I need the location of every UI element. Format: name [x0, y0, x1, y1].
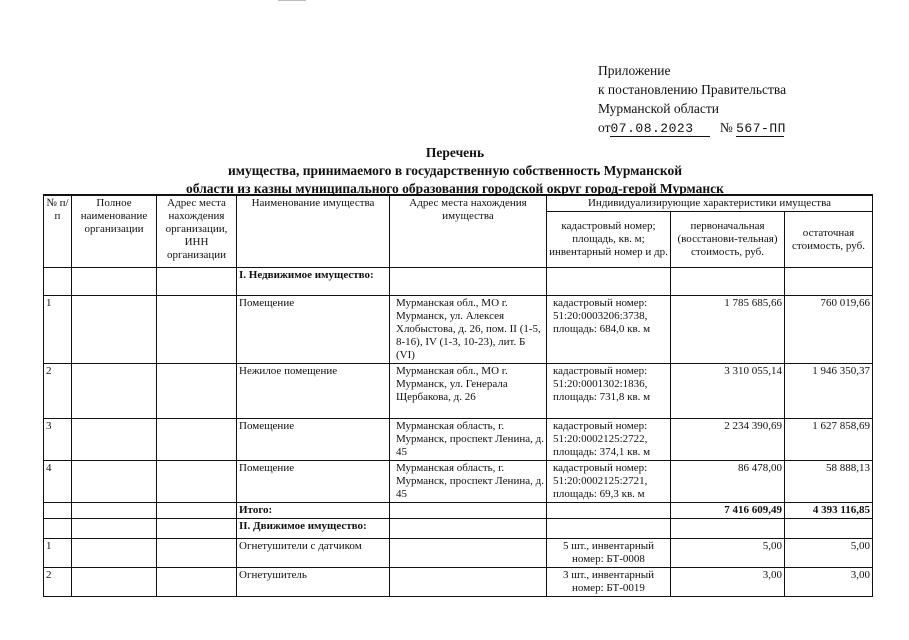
table-row: [44, 539, 873, 568]
property-address: Мурманская область, г. Мурманск, проспект Ленина, д. 45: [390, 419, 547, 461]
appendix-line-3: Мурманской области: [598, 101, 719, 116]
property-name: Огнетушители с датчиком: [237, 539, 390, 568]
property-characteristics: кадастровый номер: 51:20:0003206:3738, площадь: 684,0 кв. м: [547, 296, 671, 364]
residual-cost: 3,00: [785, 568, 873, 597]
total-residual-cost: 4 393 116,85: [785, 503, 873, 519]
residual-cost: 58 888,13: [785, 461, 873, 503]
property-name: Помещение: [237, 296, 390, 364]
header-num: № п/п: [44, 195, 72, 268]
initial-cost: 86 478,00: [671, 461, 785, 503]
section-row-movable: [44, 519, 873, 539]
header-row-1: [44, 195, 873, 212]
appendix-date-line: [598, 118, 786, 137]
header-property-address: Адрес места нахождения имущества: [390, 195, 547, 268]
initial-cost: 3,00: [671, 568, 785, 597]
table-row: [44, 364, 873, 419]
total-initial-cost: 7 416 609,49: [671, 503, 785, 519]
total-label: Итого:: [237, 503, 390, 519]
property-address: Мурманская область, г. Мурманск, проспект Ленина, д. 45: [390, 461, 547, 503]
property-characteristics: кадастровый номер: 51:20:0002125:2722, площадь: 374,1 кв. м: [547, 419, 671, 461]
number-prefix: №: [719, 120, 733, 135]
document-number: 567-ПП: [736, 121, 786, 136]
appendix-line-2: к постановлению Правительства: [598, 82, 787, 97]
residual-cost: 1 627 858,69: [785, 419, 873, 461]
property-characteristics: 3 шт., инвентарный номер: БТ-0019: [547, 568, 671, 597]
initial-cost: 2 234 390,69: [671, 419, 785, 461]
header-property-name: Наименование имущества: [237, 195, 390, 268]
residual-cost: 760 019,66: [785, 296, 873, 364]
property-address: Мурманская обл., МО г. Мурманск, ул. Генерала Щербакова, д. 26: [390, 364, 547, 419]
document-subtitle-line-1: имущества, принимаемого в государственную собственность Мурманской: [228, 163, 682, 178]
property-characteristics: кадастровый номер: 51:20:0001302:1836, площадь: 731,8 кв. м: [547, 364, 671, 419]
property-name: Нежилое помещение: [237, 364, 390, 419]
header-initial-cost: первоначальная (восстанови-тельная) стоимость, руб.: [671, 212, 785, 268]
header-org-address: Адрес места нахождения организации, ИНН организации: [157, 195, 237, 268]
document-date: 07.08.2023: [610, 122, 710, 137]
initial-cost: 1 785 685,66: [671, 296, 785, 364]
initial-cost: 5,00: [671, 539, 785, 568]
row-num: 1: [44, 539, 72, 568]
header-cadastral: кадастровый номер; площадь, кв. м; инвентарный номер и др.: [547, 212, 671, 268]
row-num: 1: [44, 296, 72, 364]
property-characteristics: кадастровый номер: 51:20:0002125:2721, площадь: 69,3 кв. м: [547, 461, 671, 503]
document-title: Перечень: [425, 145, 485, 160]
table-row: [44, 568, 873, 597]
date-prefix: от: [598, 120, 611, 135]
section-title: II. Движимое имущество:: [237, 519, 390, 539]
appendix-block: [598, 61, 786, 137]
property-address: Мурманская обл., МО г. Мурманск, ул. Алексея Хлобыстова, д. 26, пом. II (1-5, 8-16), IV (1-3, 10-23), лит. Б (VI): [390, 296, 547, 364]
property-name: Помещение: [237, 419, 390, 461]
property-name: Помещение: [237, 461, 390, 503]
row-num: 4: [44, 461, 72, 503]
total-row: [44, 503, 873, 519]
scan-mark: [278, 0, 306, 1]
row-num: 2: [44, 364, 72, 419]
residual-cost: 5,00: [785, 539, 873, 568]
table-row: [44, 419, 873, 461]
appendix-line-1: Приложение: [598, 63, 671, 78]
header-characteristics: Индивидуализирующие характеристики имущества: [547, 195, 873, 212]
initial-cost: 3 310 055,14: [671, 364, 785, 419]
header-org-name: Полное наименование организации: [72, 195, 157, 268]
section-title: I. Недвижимое имущество:: [237, 268, 390, 296]
property-characteristics: 5 шт., инвентарный номер: БТ-0008: [547, 539, 671, 568]
table-row: [44, 461, 873, 503]
row-num: 2: [44, 568, 72, 597]
property-name: Огнетушитель: [237, 568, 390, 597]
header-residual-cost: остаточная стоимость, руб.: [785, 212, 873, 268]
residual-cost: 1 946 350,37: [785, 364, 873, 419]
property-table: [43, 194, 873, 597]
row-num: 3: [44, 419, 72, 461]
table-row: [44, 296, 873, 364]
section-row-real-estate: [44, 268, 873, 296]
document-subtitle-line-2: области из казны муниципального образования городской округ город-герой Мурманск: [186, 181, 724, 196]
